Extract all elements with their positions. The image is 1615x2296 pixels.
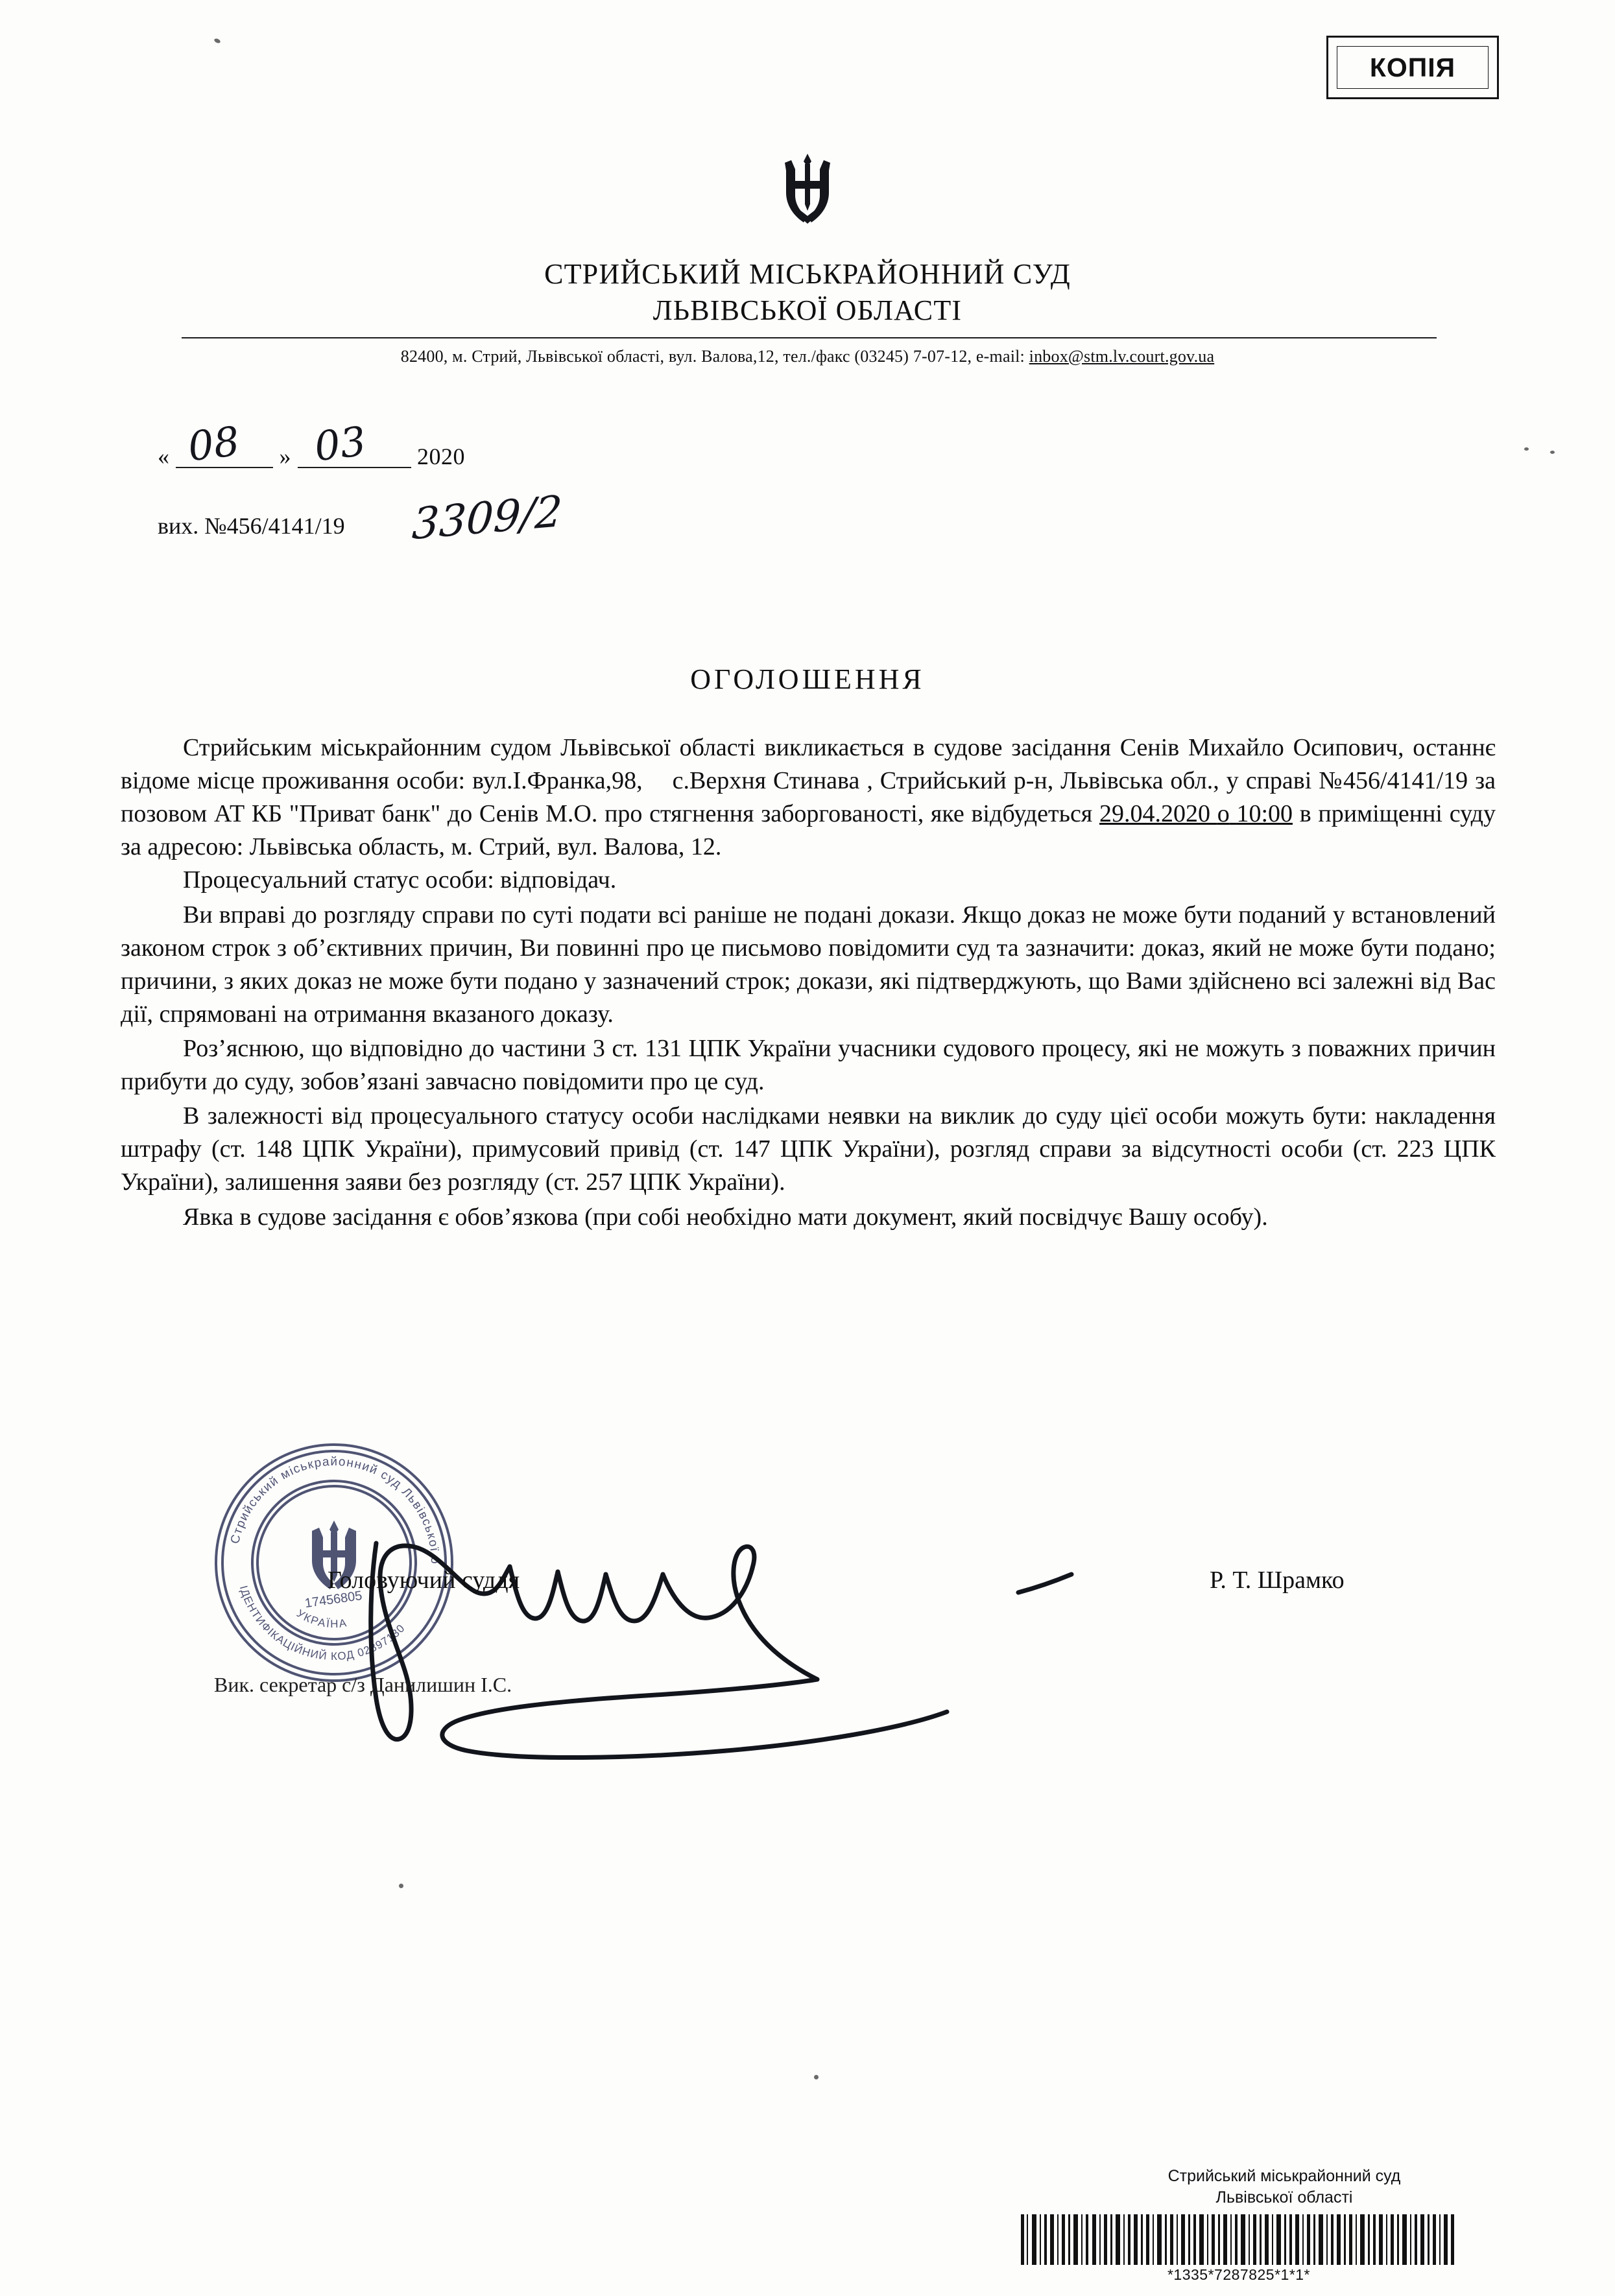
barcode [1018, 2214, 1459, 2265]
copy-stamp-label: КОПІЯ [1369, 52, 1456, 82]
paragraph-explanation: Роз’яснюю, що відповідно до частини 3 ст. 131 ЦПК України учасники судового процесу, які не можуть з поважних причин прибути до суду, зобов’язані завчасно повідомити про це суд. [121, 1034, 1496, 1096]
handwritten-day: 08 [185, 417, 243, 471]
quote-close: » [279, 444, 291, 469]
signatory-name: Р. Т. Шрамко [1210, 1567, 1345, 1594]
copy-stamp-inner [1337, 46, 1489, 89]
summons-part1: Стрийським міськрайонним судом Львівської області викликається в судове засідання Сенів Михайло Осипович, останнє відоме місце проживання особи: вул.І.Франка,98, [121, 734, 1496, 795]
header-divider [182, 337, 1437, 338]
year-label: 2020 [417, 444, 465, 469]
quote-open: « [158, 444, 170, 469]
seal-inner-text: ІДЕНТИФІКАЦІЙНИЙ КОД 02897130 [237, 1584, 408, 1663]
handwritten-month: 03 [311, 417, 369, 471]
svg-text:УКРАЇНА [294, 1607, 348, 1630]
paragraph-consequences: В залежності від процесуального статусу особи наслідками неявки на виклик до суду цієї особи можуть бути: накладення штрафу (ст. 148 ЦПК України), примусовий привід (ст. 147 ЦПК України), розгляд справи за відсутності особи (ст. 223 ЦПК України), залишення заяви без розгляду (ст. 257 ЦПК України). [121, 1102, 1496, 1196]
paragraph-summons [121, 731, 1496, 864]
document-title: ОГОЛОШЕННЯ [690, 663, 925, 695]
scan-speck [814, 2075, 819, 2079]
seal-outer-text: Стрийський міськрайонний суд Львівської області [180, 1426, 442, 1565]
signatory-role: Головуючий суддя [328, 1567, 520, 1594]
day-blank [176, 441, 273, 468]
copy-stamp [1326, 36, 1499, 99]
footer-court-name [1116, 2166, 1453, 2208]
executor-line: Вик. секретар с/з Данилишин І.С. [214, 1673, 512, 1696]
hearing-time: 10:00 [1236, 800, 1293, 828]
summons-part4: в приміщенні суду за адресою: Львівська область, м. Стрий, вул. Валова, 12. [121, 800, 1496, 861]
ukraine-trident-icon [0, 152, 1615, 232]
outgoing-label: вих. №456/4141/19 [158, 513, 345, 539]
scan-speck [399, 1884, 403, 1888]
court-contacts [0, 347, 1615, 366]
summons-part2: с.Верхня Стинава , Стрийський р-н, Львівська обл., у справі №456/4141/19 за позовом АТ КБ "Приват банк" до Сенів М.О. про стягнення заборгованості [121, 767, 1496, 828]
court-email: inbox@stm.lv.court.gov.ua [1029, 347, 1215, 366]
summons-part3: , яке відбудеться [917, 800, 1099, 828]
court-name [0, 256, 1615, 329]
seal-code: 17456805 [304, 1588, 363, 1611]
month-blank [298, 441, 411, 468]
paragraph-status: Процесуальний статус особи: відповідач. [183, 866, 617, 894]
document-body [121, 731, 1496, 1235]
paragraph-attendance: Явка в судове засідання є обов’язкова (при собі необхідно мати документ, який посвідчує Вашу особу). [183, 1203, 1268, 1231]
hearing-at: о [1217, 800, 1230, 828]
date-line [158, 441, 465, 470]
scan-speck [213, 38, 221, 44]
scan-speck [1550, 451, 1555, 454]
barcode-number: *1335*7287825*1*1* [1167, 2266, 1311, 2283]
hearing-date: 29.04.2020 [1099, 800, 1210, 828]
handwritten-registration-number: 3309/2 [411, 486, 564, 550]
court-contacts-text: 82400, м. Стрий, Львівської області, вул. Валова,12, тел./факс (03245) 7-07-12, e-mail: [400, 347, 1029, 366]
court-name-line2: ЛЬВІВСЬКОЇ ОБЛАСТІ [652, 294, 963, 327]
court-name-line1: СТРИЙСЬКИЙ МІСЬКРАЙОННИЙ СУД [544, 258, 1071, 290]
footer-court-line2: Львівської області [1215, 2188, 1353, 2207]
outgoing-number [158, 512, 345, 539]
seal-center-text: УКРАЇНА [294, 1607, 349, 1631]
paragraph-evidence: Ви вправі до розгляду справи по суті подати всі раніше не подані докази. Якщо доказ не може бути поданий у встановлений законом строк з об’єктивних причин, Ви повинні про це письмово повідомити суд та зазначити: доказ, який не може бути подано; причини, з яких доказ не може бути подано у зазначений строк; докази, які підтверджують, що Вами здійснено всі залежні від Вас дії, спрямовані на отримання вказаного доказу. [121, 901, 1496, 1028]
scan-speck [1524, 447, 1529, 451]
footer-court-line1: Стрийський міськрайонний суд [1167, 2167, 1401, 2185]
